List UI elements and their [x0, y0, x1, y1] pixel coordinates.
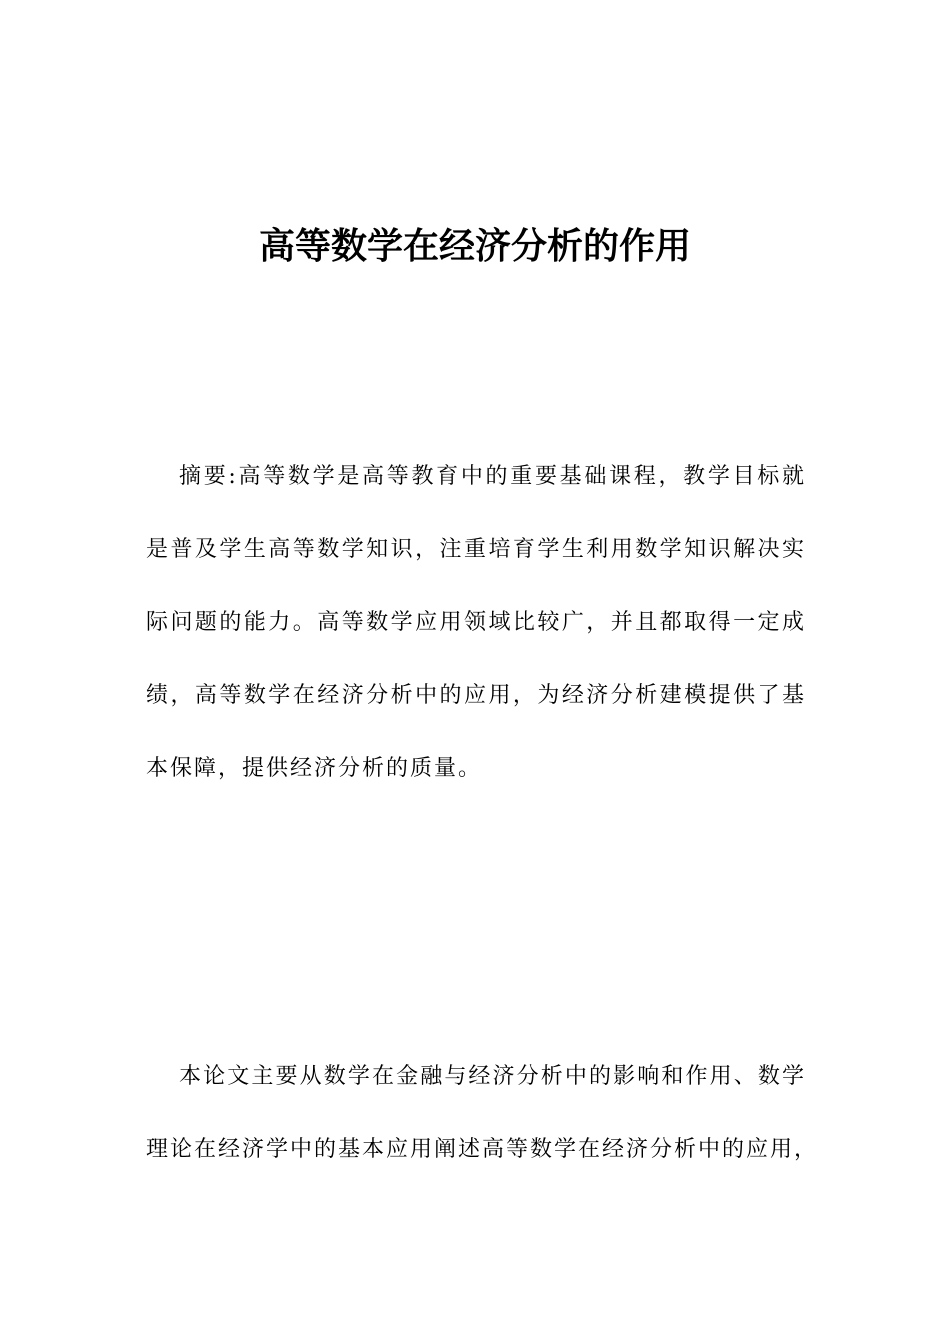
abstract-line: 际问题的能力。高等数学应用领域比较广，并且都取得一定成 — [146, 610, 806, 635]
abstract-line: 摘要:高等数学是高等教育中的重要基础课程，教学目标就 — [179, 464, 806, 489]
body-line: 理论在经济学中的基本应用阐述高等数学在经济分析中的应用， — [146, 1137, 819, 1162]
document-title: 高等数学在经济分析的作用 — [258, 226, 691, 267]
abstract-line: 本保障，提供经济分析的质量。 — [146, 756, 483, 781]
body-paragraph — [146, 1040, 819, 1186]
abstract-paragraph — [146, 440, 806, 805]
body-line: 本论文主要从数学在金融与经济分析中的影响和作用、数学 — [179, 1064, 806, 1089]
abstract-line: 是普及学生高等数学知识，注重培育学生利用数学知识解决实 — [146, 537, 806, 562]
abstract-line: 绩，高等数学在经济分析中的应用，为经济分析建模提供了基 — [146, 683, 806, 708]
